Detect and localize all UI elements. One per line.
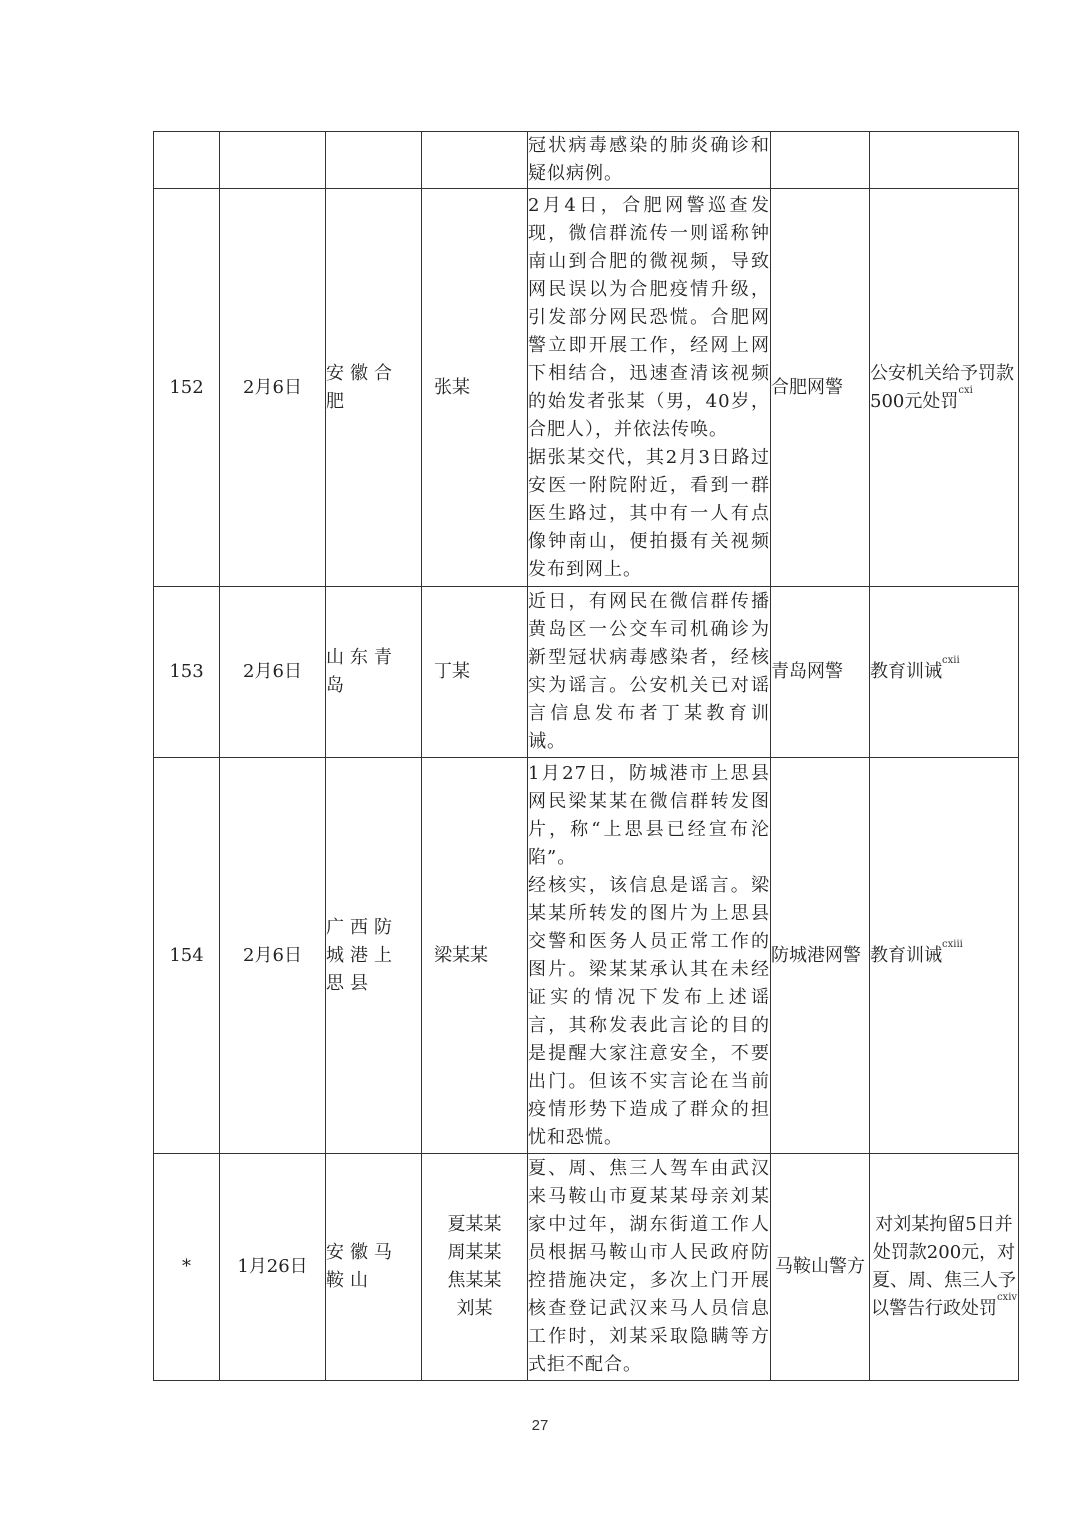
case-result-cell bbox=[870, 758, 1019, 1154]
case-result-text: 教育训诫 bbox=[870, 944, 942, 966]
table-row bbox=[154, 1154, 1019, 1381]
footnote-marker: cxii bbox=[942, 655, 960, 666]
table-row bbox=[154, 587, 1019, 758]
case-person-name: 焦某某 bbox=[447, 1270, 502, 1291]
case-organization-cell: 合肥网警 bbox=[771, 189, 870, 587]
case-result-text: 教育训诫 bbox=[870, 661, 942, 682]
footnote-marker: cxiv bbox=[996, 1292, 1018, 1303]
case-description-cell bbox=[528, 758, 771, 1154]
case-organization-cell: 马鞍山警方 bbox=[771, 1154, 870, 1381]
case-place-cell: 山东青岛 bbox=[326, 587, 422, 758]
case-result-cell bbox=[870, 132, 1019, 189]
case-person-name: 夏某某 bbox=[447, 1214, 502, 1235]
footnote-marker: cxi bbox=[958, 384, 973, 396]
case-person-name: 刘某 bbox=[456, 1298, 493, 1319]
case-description-paragraph: 近日，有网民在微信群传播黄岛区一公交车司机确诊为新型冠状病毒感染者，经核实为谣言。公安机关已对谣言信息发布者丁某教育训诫。 bbox=[528, 591, 770, 752]
case-result-cell bbox=[870, 587, 1019, 758]
case-person-cell bbox=[422, 1154, 528, 1381]
case-description-paragraph: 1月27日，防城港市上思县网民梁某某在微信群转发图片，称“上思县已经宣布沦陷”。 bbox=[528, 762, 770, 868]
case-number-cell bbox=[154, 132, 220, 189]
case-date-cell: 2月6日 bbox=[220, 758, 326, 1154]
case-description-paragraph: 冠状病毒感染的肺炎确诊和疑似病例。 bbox=[528, 135, 770, 184]
case-person-name: 周某某 bbox=[447, 1242, 502, 1263]
case-person-cell: 张某 bbox=[422, 189, 528, 587]
case-place-cell bbox=[326, 132, 422, 189]
case-organization-cell bbox=[771, 132, 870, 189]
case-result-text: 公安机关给予罚款500元处罚 bbox=[870, 362, 1014, 412]
case-number-cell: 154 bbox=[154, 758, 220, 1154]
case-place-cell: 广西防城港上思县 bbox=[326, 758, 422, 1154]
case-date-cell: 2月6日 bbox=[220, 587, 326, 758]
case-date-cell bbox=[220, 132, 326, 189]
case-number-cell: * bbox=[154, 1154, 220, 1381]
case-number-cell: 153 bbox=[154, 587, 220, 758]
case-description-cell bbox=[528, 587, 771, 758]
case-number-cell: 152 bbox=[154, 189, 220, 587]
case-description-paragraph: 经核实，该信息是谣言。梁某某所转发的图片为上思县交警和医务人员正常工作的图片。梁某某承认其在未经证实的情况下发布上述谣言，其称发表此言论的目的是提醒大家注意安全，不要出门。但该不实言论在当前疫情形势下造成了群众的担忧和恐慌。 bbox=[528, 874, 770, 1148]
case-description-cell bbox=[528, 1154, 771, 1381]
case-place-cell: 安徽合肥 bbox=[326, 189, 422, 587]
case-organization-cell: 青岛网警 bbox=[771, 587, 870, 758]
case-result-cell bbox=[870, 189, 1019, 587]
rumor-cases-table bbox=[153, 131, 1019, 1381]
case-person-cell bbox=[422, 132, 528, 189]
case-date-cell: 2月6日 bbox=[220, 189, 326, 587]
case-person-cell: 梁某某 bbox=[422, 758, 528, 1154]
case-description-paragraph: 夏、周、焦三人驾车由武汉来马鞍山市夏某某母亲刘某家中过年，湖东街道工作人员根据马鞍山市人民政府防控措施决定，多次上门开展核查登记武汉来马人员信息工作时，刘某采取隐瞒等方式拒不配合。 bbox=[528, 1158, 770, 1375]
case-description-cell bbox=[528, 132, 771, 189]
table-row bbox=[154, 189, 1019, 587]
case-result-text: 对刘某拘留5日并处罚款200元，对夏、周、焦三人予以警告行政处罚 bbox=[870, 1214, 1016, 1319]
table-row bbox=[154, 132, 1019, 189]
case-description-paragraph: 2月4日，合肥网警巡查发现，微信群流传一则谣称钟南山到合肥的微视频，导致网民误以为合肥疫情升级，引发部分网民恐慌。合肥网警立即开展工作，经网上网下相结合，迅速查清该视频的始发者张某（男，40岁，合肥人），并依法传唤。 bbox=[528, 194, 770, 440]
case-result-cell bbox=[870, 1154, 1019, 1381]
case-person-cell: 丁某 bbox=[422, 587, 528, 758]
case-description-cell bbox=[528, 189, 771, 587]
footnote-marker: cxiii bbox=[942, 938, 963, 950]
table-row bbox=[154, 758, 1019, 1154]
case-organization-cell: 防城港网警 bbox=[771, 758, 870, 1154]
case-place-cell: 安徽马鞍山 bbox=[326, 1154, 422, 1381]
page-number: 27 bbox=[531, 1417, 549, 1434]
case-date-cell: 1月26日 bbox=[220, 1154, 326, 1381]
case-description-paragraph: 据张某交代，其2月3日路过安医一附院附近，看到一群医生路过，其中有一人有点像钟南山，便拍摄有关视频发布到网上。 bbox=[528, 446, 770, 580]
